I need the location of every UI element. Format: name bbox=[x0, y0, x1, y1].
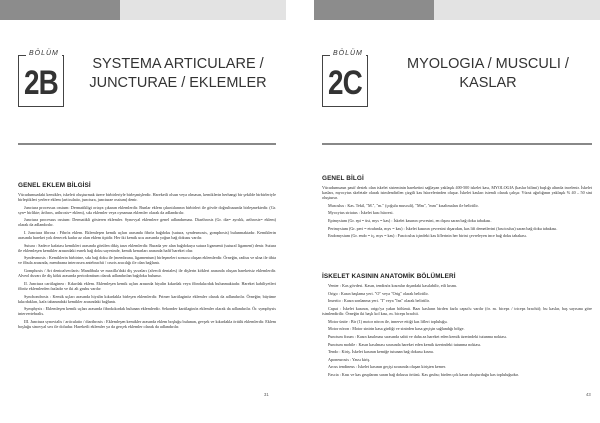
section-heading: İSKELET KASININ ANATOMİK BÖLÜMLERİ bbox=[322, 273, 456, 280]
paragraph: Venter : Kas gövdesi. Kasın, tendinöz kısımlar dışındaki kasılabilir, etli kısmı. bbox=[328, 283, 458, 288]
paragraph: Syndesmosis : Kemiklerin birbirine, sıkı bağ doku ile (membrana, ligamentum) birleşmeleri sonucu oluşan eklemlerdir. Örneğin, radius ve ulna ile tibia ve fibula arasında, membrana interossea antebrachii / cruris aracılığı ile olan bağlantı. bbox=[18, 255, 276, 266]
paragraph: Junctura processus ossium: Dermatikli gösteren eklemler. Synovyal eklemlere genel adlandırması. Diarthrosis (Gr. dia= ayrılık, arthrosis= eklem) olarak da adlandırılır. bbox=[18, 217, 276, 228]
paragraph: III. Junctura synovialis / articulatio / diarthrosis : Eklemleşen kemikler arasında eklem boşluğu bulunan, gevşek ve kıkırdakla örtülü eklemlerdir. Eklem boşluğu sinovyal sıvı ile doludur. Hareketli eklemler ya da gerçek eklemler olarak da adlandırılır. bbox=[18, 318, 276, 329]
section-heading: GENEL EKLEM BİLGİSİ bbox=[18, 182, 91, 189]
chapter-number: 2C bbox=[327, 64, 363, 102]
paragraph: Tendo : Kiriş. İskelet kasının kemiğe tutunan bağ dokusu kısmı. bbox=[328, 349, 434, 355]
chapter-title bbox=[78, 55, 278, 93]
paragraph: Myocytus striatus : İskelet kası hücresi. bbox=[328, 210, 394, 216]
paragraph: Perimysium (Gr. peri = etrafında, mys = kas) : İskelet kasının çevresini dışarıdan, kas lifi demetlerini (fasciculus) saran bağ doku tabakası. bbox=[328, 225, 558, 231]
paragraph: Vücudumuzdaki kemikler, iskeleti oluşturmak üzere birbirleriyle birleşmişlerdir. Hareketli olsun veya olmasın, kemiklerin herhangi bir şekilde birbirleriyle birleştikleri yerlere eklem (articulatio, junctura, juncturae ossium) denir. bbox=[18, 192, 276, 203]
chapter-label: BÖLÜM bbox=[330, 50, 366, 57]
page-top-band bbox=[314, 0, 600, 20]
paragraph: Insertio : Kasın sonlanma yeri. "I" veya "Ins" olarak belirtilir. bbox=[328, 298, 430, 304]
body-text bbox=[18, 192, 276, 332]
paragraph: Caput : İskelet kasının, origo'ya yakın bölümü. Bazı kasların birden fazla caput'u vardır (ör. m. biceps / triceps brachii); bu kaslar, baş sayısına göre isimlendirilir. Örneğin iki başlı kol kası, m. biceps brachii. bbox=[322, 305, 592, 316]
paragraph: Origo : Kasın başlama yeri. "O" veya "Orig" olarak belirtilir. bbox=[328, 290, 429, 296]
paragraph: Synchondrosis : Kemik uçları arasında hiyalin kıkırdakla birleşen eklemlerdir. Primer kartilaginöz eklemler olarak da adlandırılır. Örneğin; büyüme kıkırdakları, kafa tabanındaki kemikler arasındaki bağlantı. bbox=[18, 293, 276, 304]
paragraph: I. Junctura fibrosa : Fibröz eklem. Eklemleşen kemik uçları arasında fibröz bağdoku (sutura, syndesmosis, gomphosis) bulunmaktadır. Kemiklerin arasında hareket yok denecek kadar az olan eklem tipidir. Her iki kemik ucu arasında yoğun bağ dokusu vardır. bbox=[18, 230, 276, 241]
header-rule bbox=[322, 143, 592, 145]
chapter-badge bbox=[322, 50, 368, 107]
paragraph: Symphysis : Eklemleşen kemik uçları arasında fibrokıkırdak bulunan eklemlerdir. Sekonder kartilaginöz eklemler olarak da adlandırılır. Ör. symphysis intervertebralis. bbox=[18, 306, 276, 317]
section-heading: GENEL BİLGİ bbox=[322, 175, 364, 182]
chapter-title-line-1: MYOLOGIA / MUSCULI / bbox=[407, 56, 569, 72]
paragraph: Musculus : Kas. Tekil, "M.", "m." (çoğulu musculi), "Mm", "mm" kısaltmaları ile belirtilir. bbox=[328, 202, 479, 208]
paragraph: Punctum fixum : Kasın kasılması sırasında sabit ve daha az hareket eden kemik üzerindeki tutunma noktası. bbox=[328, 333, 507, 339]
paragraph: Motor ünite : Bir (1) motor nöron ile, innerve ettiği kas lifleri topluluğu. bbox=[328, 318, 448, 324]
paragraph: Aponeurosis : Yassı kiriş. bbox=[328, 356, 371, 362]
paragraph: Vücudumuzun pasif destek olan iskelet sisteminin hareketini sağlayan yaklaşık 400-500 iskelet kası, MYOLOGIA (kaslar bilimi) başlığı altında incelenir. İskelet kasları, myocytus skeletale olarak isimlendirilen çizgili kas hücrelerinden oluşur. İskelet kasları istemli olarak çalışır. Vücut ağırlığının yaklaşık % 40 – 50 sini oluşturur. bbox=[322, 185, 592, 201]
page-number: 31 bbox=[264, 392, 269, 397]
paragraph: Arcus tendineus : İskelet kasının geçişi sırasında oluşan kirişten kemer. bbox=[328, 364, 446, 370]
paragraph: Endomysium (Gr. endo = iç, mys = kas) : Fasciculus içindeki kas liflerinin her birini çevreleyen ince bağ doku tabakası. bbox=[328, 233, 527, 239]
paragraph: Gomphosis / Art dentoalveolaris: Mandibula ve maxilla'daki diş yuvaları (alveoli dentales) ile dişlerin kökleri arasında oluşan hareketsiz eklemlerdir. Alveol duvarı ile diş kökü arasında periodontium olarak adlandırılan bağdoku bulunur. bbox=[18, 268, 276, 279]
chapter-badge bbox=[18, 50, 64, 107]
paragraph: Epimysium (Gr. epi = üst, mys = kas) : İskelet kasının çevresini, en dışını saran bağ doku tabakası. bbox=[328, 218, 492, 224]
page-gutter bbox=[286, 0, 314, 423]
paragraph: Motor nöron : Motor sinirin kasa girdiği ve sinirden kasa geçişin sağlandığı bölge. bbox=[328, 326, 465, 332]
chapter-title-line-2: JUNCTURAE / EKLEMLER bbox=[89, 75, 267, 91]
chapter-title-line-1: SYSTEMA ARTICULARE / bbox=[92, 56, 264, 72]
page-top-band bbox=[0, 0, 286, 20]
paragraph: Fascia : Kası ve kas gruplarını saran bağ dokusu örtüsü. Kas grubu; birden çok kasın oluşturduğu kas topluluğudur. bbox=[328, 372, 519, 378]
paragraph: Punctum mobile : Kasın kasılması sırasında hareket eden kemik üzerindeki tutunma noktası. bbox=[328, 341, 482, 347]
paragraph: Sutura : Sadece kafatası kemikleri arasında görülen dikiş tarzı eklemlerdir. Burada yer alan bağdokuya sutura ligamenti (sutural ligament) denir. Sutura ile eklemleşen kemikler arasındaki esnek bağ doku sayesinde, kemik kenarları arasında hafif hareket olur. bbox=[18, 242, 276, 253]
intro-text bbox=[322, 185, 592, 241]
paragraph: Junctura processus ossium: Dermatikligi ortaya çıkaran eklemlerdir. Bunlar eklem çıkıntılarının birbirleri ile gövde doğrultusunda birleşmektedir. (Gr. syn= birlikte; årthros, arthrosis= eklem), sıkı eklemler veya oynamaz eklemler olarak da adlandırılır. bbox=[18, 204, 276, 215]
header-rule bbox=[18, 143, 276, 145]
left-page bbox=[0, 0, 286, 423]
paragraph: II. Junctura cartilaginea : Kıkırdak eklem. Eklemleşen kemik uçları arasında hiyalin kıkırdak veya fibrokıkırdak bulunmaktadır. Hareket kabiliyetleri fibröz eklemlerden fazladır ve iki alt grubu vardır: bbox=[18, 280, 276, 291]
page-top-band-accent bbox=[0, 0, 120, 20]
page-number: 43 bbox=[586, 392, 591, 397]
chapter-label: BÖLÜM bbox=[26, 50, 62, 57]
chapter-title bbox=[382, 55, 594, 93]
chapter-title-line-2: KASLAR bbox=[459, 75, 517, 91]
chapter-number: 2B bbox=[23, 64, 59, 102]
right-page bbox=[314, 0, 600, 423]
page-top-band-accent bbox=[314, 0, 434, 20]
parts-text bbox=[322, 283, 592, 380]
